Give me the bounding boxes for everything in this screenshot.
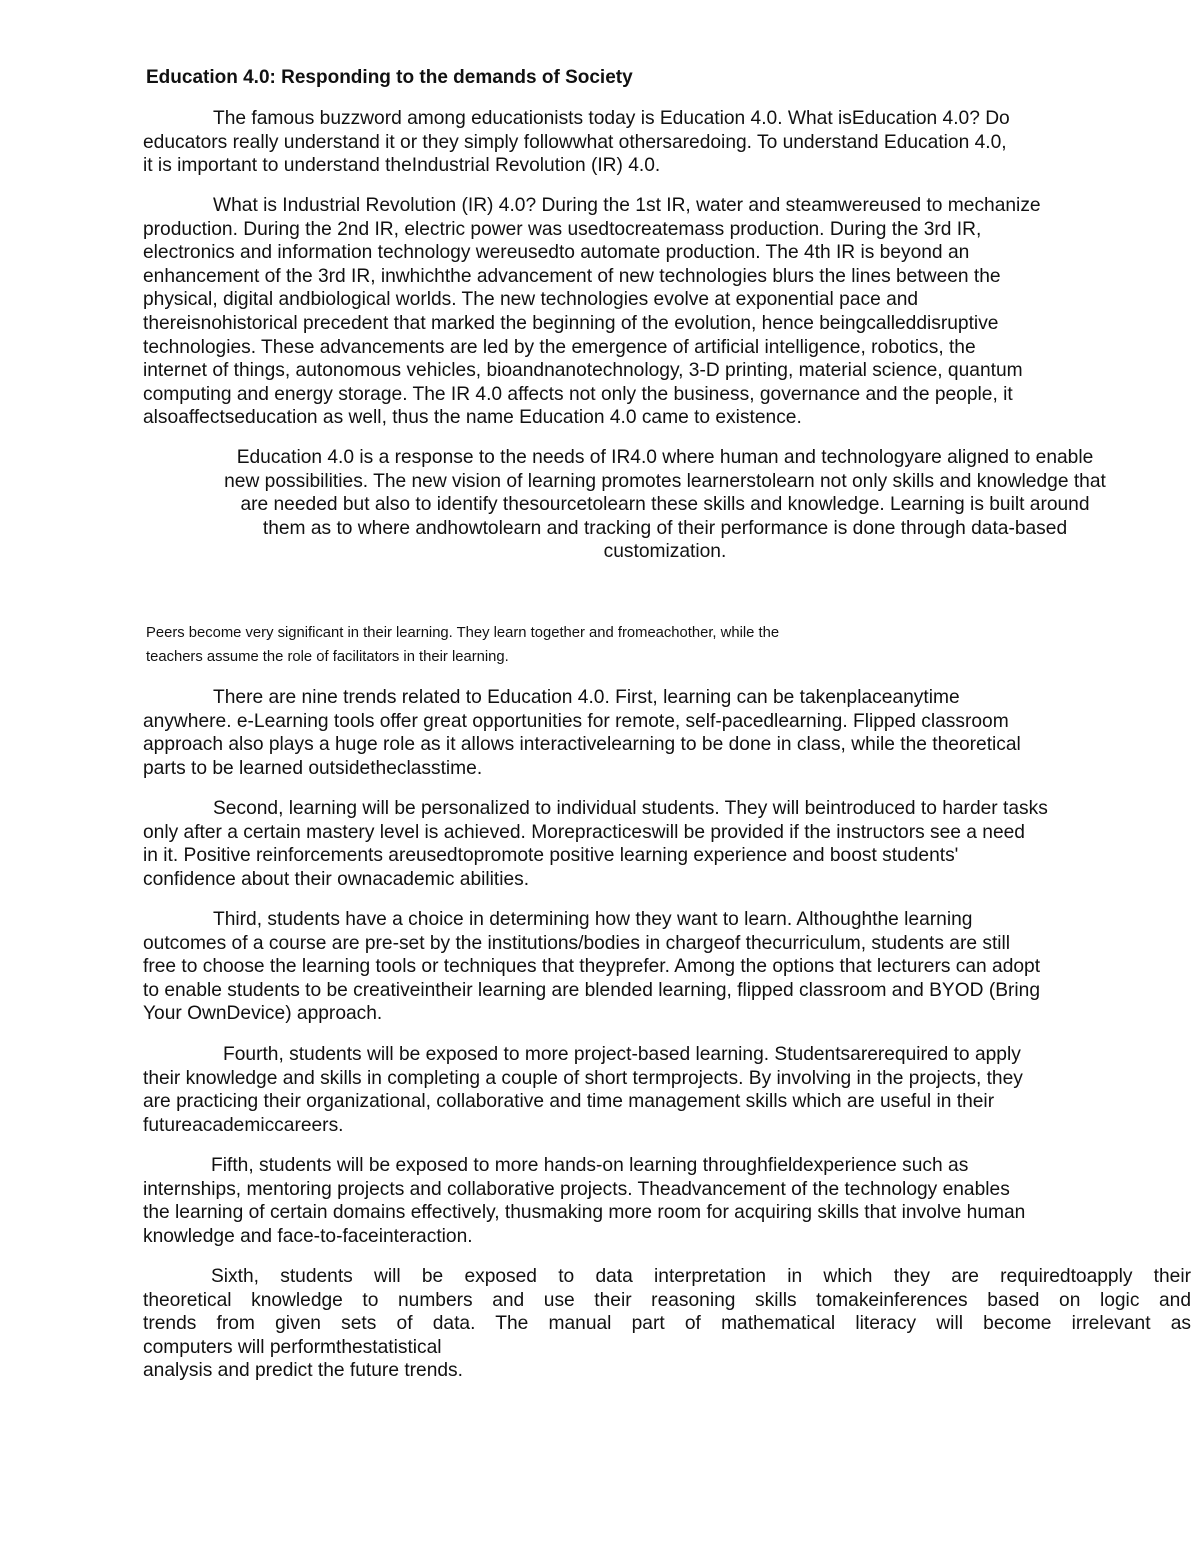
- text-line: computing and energy storage. The IR 4.0 affects not only the business, governance and the people, it: [143, 383, 1013, 405]
- text-line: alsoaffectseducation as well, thus the name Education 4.0 came to existence.: [143, 407, 802, 429]
- text-line: to enable students to be creativeintheir learning are blended learning, flipped classroom and BYOD (Bring: [143, 979, 1041, 1001]
- paragraph-education-response: [145, 446, 1185, 564]
- text-line: internet of things, autonomous vehicles, bioandnanotechnology, 3-D printing, material science, quantum: [143, 360, 1023, 382]
- text-line: Your OwnDevice) approach.: [143, 1003, 383, 1025]
- text-line: their knowledge and skills in completing a couple of short termprojects. By involving in the projects, they: [143, 1067, 1023, 1089]
- text-line: electronics and information technology wereusedto automate production. The 4th IR is beyond an: [143, 242, 970, 264]
- text-line: only after a certain mastery level is achieved. Morepracticeswill be provided if the instructors see a need: [143, 821, 1025, 843]
- paragraph-trend-fifth: [143, 1154, 1195, 1248]
- text-line: There are nine trends related to Education 4.0. First, learning can be takenplaceanytime: [213, 687, 960, 708]
- paragraph-peers: [146, 622, 1198, 669]
- text-line: knowledge and face-to-faceinteraction.: [143, 1225, 473, 1247]
- text-line: internships, mentoring projects and collaborative projects. Theadvancement of the technology enables: [143, 1178, 1010, 1200]
- text-line: educators really understand it or they simply followwhat othersaredoing. To understand Education 4.0,: [143, 131, 1007, 153]
- document-title: Education 4.0: Responding to the demands of Society: [146, 67, 633, 88]
- text-line: customization.: [603, 541, 727, 563]
- paragraph-trend-sixth: [143, 1265, 1191, 1383]
- text-line: Fourth, students will be exposed to more project-based learning. Studentsarerequired to apply: [223, 1044, 1021, 1065]
- text-line: them as to where andhowtolearn and tracking of their performance is done through data-based: [262, 517, 1068, 539]
- text-line: trends from given sets of data. The manual part of mathematical literacy will become irrelevant as: [143, 1313, 1191, 1335]
- text-line: The famous buzzword among educationists today is Education 4.0. What isEducation 4.0? Do: [213, 108, 1010, 129]
- text-line: physical, digital andbiological worlds. The new technologies evolve at exponential pace and: [143, 289, 919, 311]
- text-line: Third, students have a choice in determining how they want to learn. Althoughthe learning: [213, 909, 973, 930]
- text-line: parts to be learned outsidetheclasstime.: [143, 757, 483, 779]
- text-line: technologies. These advancements are led by the emergence of artificial intelligence, robotics, the: [143, 336, 976, 358]
- paragraph-trend-second: [143, 797, 1195, 891]
- text-line: the learning of certain domains effectively, thusmaking more room for acquiring skills that involve human: [143, 1202, 1026, 1224]
- text-line: approach also plays a huge role as it allows interactivelearning to be done in class, while the theoretical: [143, 734, 1021, 756]
- text-line: theoretical knowledge to numbers and use their reasoning skills tomakeinferences based on logic and: [143, 1289, 1191, 1311]
- text-line: futureacademiccareers.: [143, 1114, 344, 1136]
- text-line: Fifth, students will be exposed to more hands-on learning throughfieldexperience such as: [211, 1155, 969, 1176]
- text-line: confidence about their ownacademic abilities.: [143, 868, 530, 890]
- text-line: outcomes of a course are pre-set by the institutions/bodies in chargeof thecurriculum, students are still: [143, 932, 1011, 954]
- text-line: production. During the 2nd IR, electric power was usedtocreatemass production. During the 3rd IR,: [143, 218, 982, 240]
- paragraph-intro: [143, 107, 1195, 178]
- text-line: are needed but also to identify thesourcetolearn these skills and knowledge. Learning is built around: [240, 494, 1090, 516]
- text-line: anywhere. e-Learning tools offer great opportunities for remote, self-pacedlearning. Flipped classroom: [143, 710, 1009, 732]
- text-line: thereisnohistorical precedent that marked the beginning of the evolution, hence beingcalleddisruptive: [143, 312, 999, 334]
- paragraph-trend-first: [143, 686, 1195, 780]
- text-line: are practicing their organizational, collaborative and time management skills which are useful in their: [143, 1091, 995, 1113]
- text-line: in it. Positive reinforcements areusedtopromote positive learning experience and boost students': [143, 845, 959, 867]
- paragraph-trend-fourth: [143, 1043, 1195, 1137]
- text-line: enhancement of the 3rd IR, inwhichthe advancement of new technologies blurs the lines between the: [143, 265, 1001, 287]
- text-line: Peers become very significant in their learning. They learn together and fromeachother, while the: [146, 625, 780, 641]
- text-line: free to choose the learning tools or techniques that theyprefer. Among the options that lecturers can adopt: [143, 956, 1041, 978]
- text-line: Second, learning will be personalized to individual students. They will beintroduced to harder tasks: [213, 798, 1048, 819]
- text-line: new possibilities. The new vision of learning promotes learnerstolearn not only skills and knowledge that: [224, 470, 1106, 492]
- text-line: computers will performthestatistical: [143, 1336, 442, 1358]
- paragraph-trend-third: [143, 908, 1195, 1026]
- text-line: Sixth, students will be exposed to data interpretation in which they are requiredtoapply their: [211, 1266, 1191, 1287]
- text-line: teachers assume the role of facilitators in their learning.: [146, 648, 509, 665]
- text-line: Education 4.0 is a response to the needs of IR4.0 where human and technologyare aligned to enable: [236, 447, 1094, 468]
- text-line: What is Industrial Revolution (IR) 4.0? During the 1st IR, water and steamwereused to mechanize: [213, 195, 1041, 216]
- paragraph-industrial-revolution: [143, 194, 1195, 430]
- text-line: it is important to understand theIndustrial Revolution (IR) 4.0.: [143, 155, 661, 177]
- text-line: analysis and predict the future trends.: [143, 1360, 463, 1382]
